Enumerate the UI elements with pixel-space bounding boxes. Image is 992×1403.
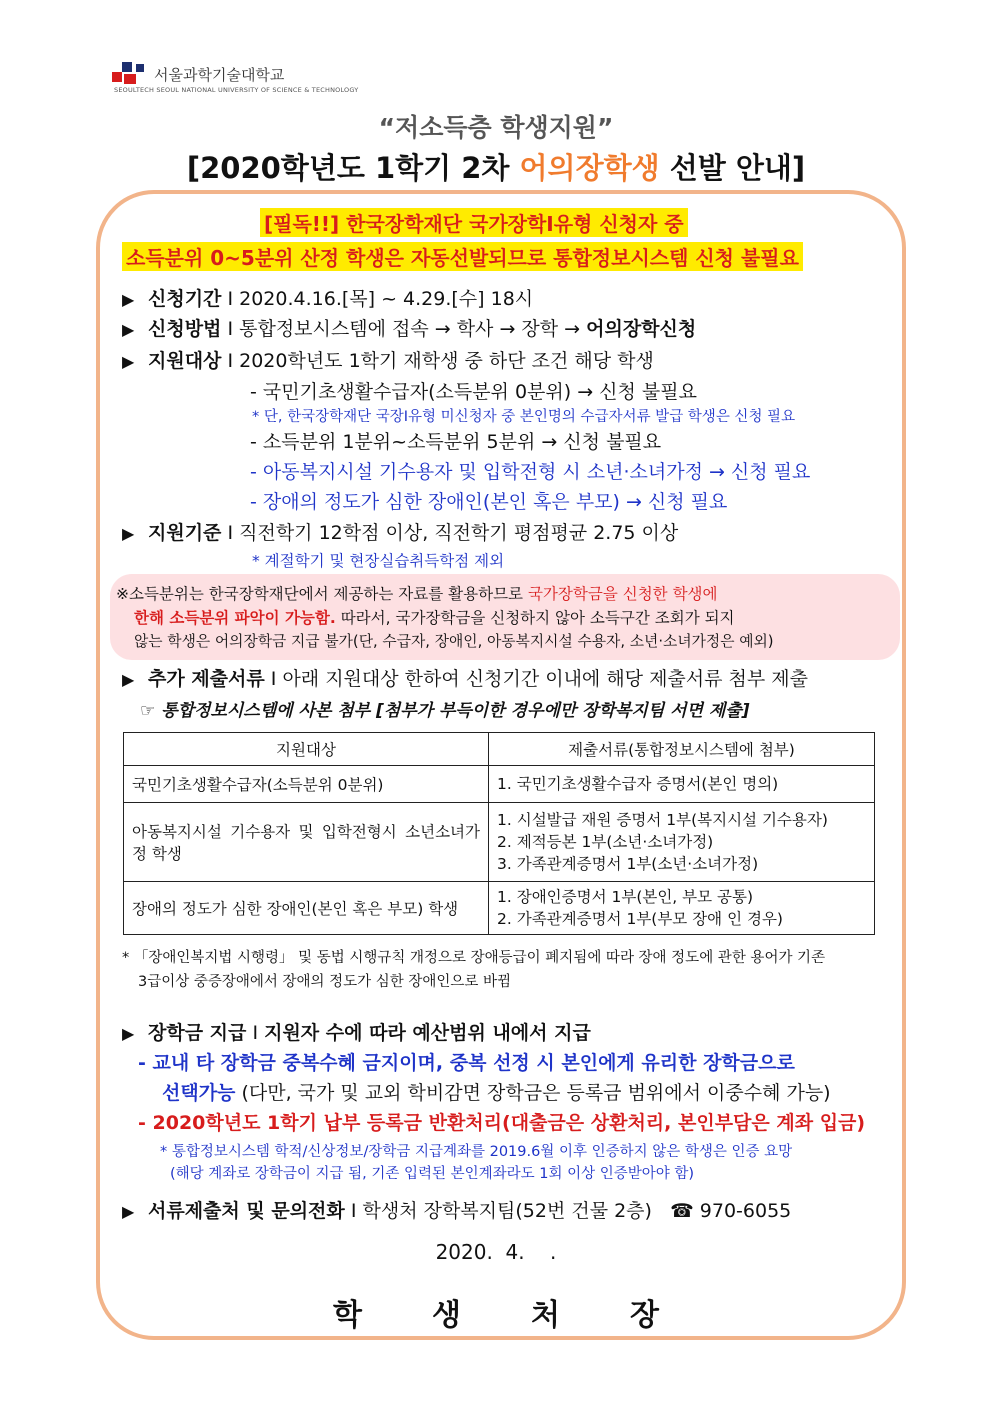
contact-label: 서류제출처 및 문의전화	[148, 1200, 345, 1222]
separator: Ⅰ	[350, 1200, 357, 1222]
table-cell-docs	[489, 882, 875, 935]
separator: Ⅰ	[252, 1022, 259, 1044]
income-note-line-1	[116, 582, 717, 604]
separator: Ⅰ	[227, 522, 234, 544]
notice-line-1: [필독!!] 한국장학재단 국가장학Ⅰ유형 신청자 중	[260, 208, 688, 237]
notice-subtitle: “저소득층 학생지원”	[378, 113, 614, 142]
doc-item: 2. 제적등본 1부(소년·소녀가정)	[497, 833, 714, 851]
target-sub-2: - 소득분위 1분위~소득분위 5분위 → 신청 불필요	[250, 431, 662, 453]
table-row	[124, 803, 875, 882]
payment-note-2: (해당 계좌로 장학금이 지급 됨, 기존 입력된 본인계좌라도 1회 이상 인증받아야 함)	[170, 1166, 695, 1182]
separator: Ⅰ	[270, 668, 277, 690]
docs-row	[122, 664, 808, 691]
docs-sub: ☞ 통합정보시스템에 사본 첨부 [첨부가 부득이한 경우에만 장학복지팀 서면 제출]	[140, 701, 750, 721]
payment-note-1: * 통합정보시스템 학적/신상정보/장학금 지급계좌를 2019.6월 이후 인증하지 않은 학생은 인증 요망	[160, 1144, 793, 1160]
notice-title	[0, 146, 992, 187]
triangle-bullet-icon: ▶	[122, 290, 135, 309]
table-cell-docs	[489, 803, 875, 882]
payment-row	[122, 1018, 591, 1045]
doc-item: 1. 국민기초생활수급자 증명서(본인 명의)	[497, 775, 779, 793]
period-label: 신청기간	[148, 288, 222, 310]
law-note-line-1: * 「장애인복지법 시행령」 및 동법 시행규칙 개정으로 장애등급이 폐지됨에 따라 장애 정도에 관한 용어가 기존	[122, 950, 826, 966]
criteria-note: * 계절학기 및 현장실습취득학점 제외	[252, 552, 505, 570]
doc-item: 2. 가족관계증명서 1부(부모 장애 인 경우)	[497, 910, 783, 928]
income-note-line-1-red: 국가장학금을 신청한 학생에	[527, 585, 718, 603]
triangle-bullet-icon: ▶	[122, 1024, 135, 1043]
table-header-target: 지원대상	[124, 733, 489, 766]
payment-value: 지원자 수에 따라 예산범위 내에서 지급	[264, 1022, 591, 1044]
payment-sub-1b	[162, 1078, 831, 1105]
triangle-bullet-icon: ▶	[122, 352, 135, 371]
university-logo	[112, 62, 372, 96]
separator: Ⅰ	[227, 350, 234, 372]
docs-value: 아래 지원대상 한하여 신청기간 이내에 해당 제출서류 첨부 제출	[282, 668, 808, 690]
target-row	[122, 346, 654, 373]
signature: 학생처장	[333, 1298, 729, 1333]
doc-item: 3. 가족관계증명서 1부(소년·소녀가정)	[497, 855, 759, 873]
doc-item: 1. 장애인증명서 1부(본인, 부모 공통)	[497, 888, 754, 906]
title-post: 선발 안내]	[659, 151, 806, 185]
docs-label: 추가 제출서류	[148, 668, 265, 690]
table-header-docs: 제출서류(통합정보시스템에 첨부)	[489, 733, 875, 766]
criteria-row	[122, 518, 678, 545]
target-sub-1-note: * 단, 한국장학재단 국장Ⅰ유형 미신청자 중 본인명의 수급자서류 발급 학생은 신청 필요	[252, 409, 796, 425]
payment-sub-1: - 교내 타 장학금 중복수혜 금지이며, 중복 선정 시 본인에게 유리한 장학금으로	[138, 1052, 795, 1074]
required-documents-table	[123, 732, 875, 935]
target-label: 지원대상	[148, 350, 222, 372]
payment-sub-2: - 2020학년도 1학기 납부 등록금 반환처리(대출금은 상환처리, 본인부담은 계좌 입금)	[138, 1112, 866, 1134]
income-note-line-3: 않는 학생은 어의장학금 지급 불가(단, 수급자, 장애인, 아동복지시설 수용자, 소년·소녀가정은 예외)	[134, 633, 774, 650]
separator: Ⅰ	[227, 288, 234, 310]
contact-phone: ☎ 970-6055	[670, 1200, 792, 1222]
method-label: 신청방법	[148, 318, 222, 340]
income-note-line-1-pre: ※소득분위는 한국장학재단에서 제공하는 자료를 활용하므로	[116, 585, 528, 603]
target-value: 2020학년도 1학기 재학생 중 하단 조건 해당 학생	[239, 350, 654, 372]
period-row	[122, 284, 533, 311]
university-name-en: SEOULTECH SEOUL NATIONAL UNIVERSITY OF SCIENCE & TECHNOLOGY	[114, 86, 359, 94]
doc-item: 1. 시설발급 재원 증명서 1부(복지시설 기수용자)	[497, 811, 828, 829]
income-note-line-2	[134, 606, 735, 628]
triangle-bullet-icon: ▶	[122, 320, 135, 339]
period-value: 2020.4.16.[목] ~ 4.29.[수] 18시	[239, 288, 534, 310]
table-header-row	[124, 733, 875, 766]
target-sub-3: - 아동복지시설 기수용자 및 입학전형 시 소년·소녀가정 → 신청 필요	[250, 461, 811, 483]
issue-date: 2020. 4. .	[435, 1240, 557, 1264]
payment-label: 장학금 지급	[148, 1022, 247, 1044]
payment-sub-1b-blue: 선택가능	[162, 1082, 236, 1104]
target-sub-1: - 국민기초생활수급자(소득분위 0분위) → 신청 불필요	[250, 381, 697, 403]
table-cell-target: 아동복지시설 기수용자 및 입학전형시 소년소녀가정 학생	[124, 803, 489, 882]
income-note-line-2-red: 한해 소득분위 파악이 가능함.	[134, 609, 336, 627]
title-pre: [2020학년도 1학기 2차	[186, 151, 520, 185]
university-name: 서울과학기술대학교	[154, 66, 285, 84]
law-note-line-2: 3급이상 중증장애에서 장애의 정도가 심한 장애인으로 바뀜	[138, 974, 512, 990]
notice-line-2: 소득분위 0~5분위 산정 학생은 자동선발되므로 통합정보시스템 신청 불필요	[122, 242, 803, 271]
contact-row	[122, 1196, 791, 1223]
separator: Ⅰ	[227, 318, 234, 340]
triangle-bullet-icon: ▶	[122, 670, 135, 689]
method-value-bold: 어의장학신청	[586, 318, 697, 340]
title-highlight: 어의장학생	[519, 151, 660, 185]
table-row	[124, 766, 875, 803]
contact-value: 학생처 장학복지팀(52번 건물 2층)	[362, 1200, 652, 1222]
payment-sub-1b-rest: (다만, 국가 및 교외 학비감면 장학금은 등록금 범위에서 이중수혜 가능)	[235, 1082, 831, 1104]
table-cell-target: 국민기초생활수급자(소득분위 0분위)	[124, 766, 489, 803]
triangle-bullet-icon: ▶	[122, 524, 135, 543]
table-row	[124, 882, 875, 935]
table-cell-target: 장애의 정도가 심한 장애인(본인 혹은 부모) 학생	[124, 882, 489, 935]
method-value: 통합정보시스템에 접속 → 학사 → 장학 →	[239, 318, 587, 340]
criteria-label: 지원기준	[148, 522, 222, 544]
triangle-bullet-icon: ▶	[122, 1202, 135, 1221]
table-cell-docs	[489, 766, 875, 803]
income-note-line-2-post: 따라서, 국가장학금을 신청하지 않아 소득구간 조회가 되지	[335, 609, 735, 627]
target-sub-4: - 장애의 정도가 심한 장애인(본인 혹은 부모) → 신청 필요	[250, 491, 728, 513]
criteria-value: 직전학기 12학점 이상, 직전학기 평점평균 2.75 이상	[239, 522, 679, 544]
method-row	[122, 314, 696, 341]
